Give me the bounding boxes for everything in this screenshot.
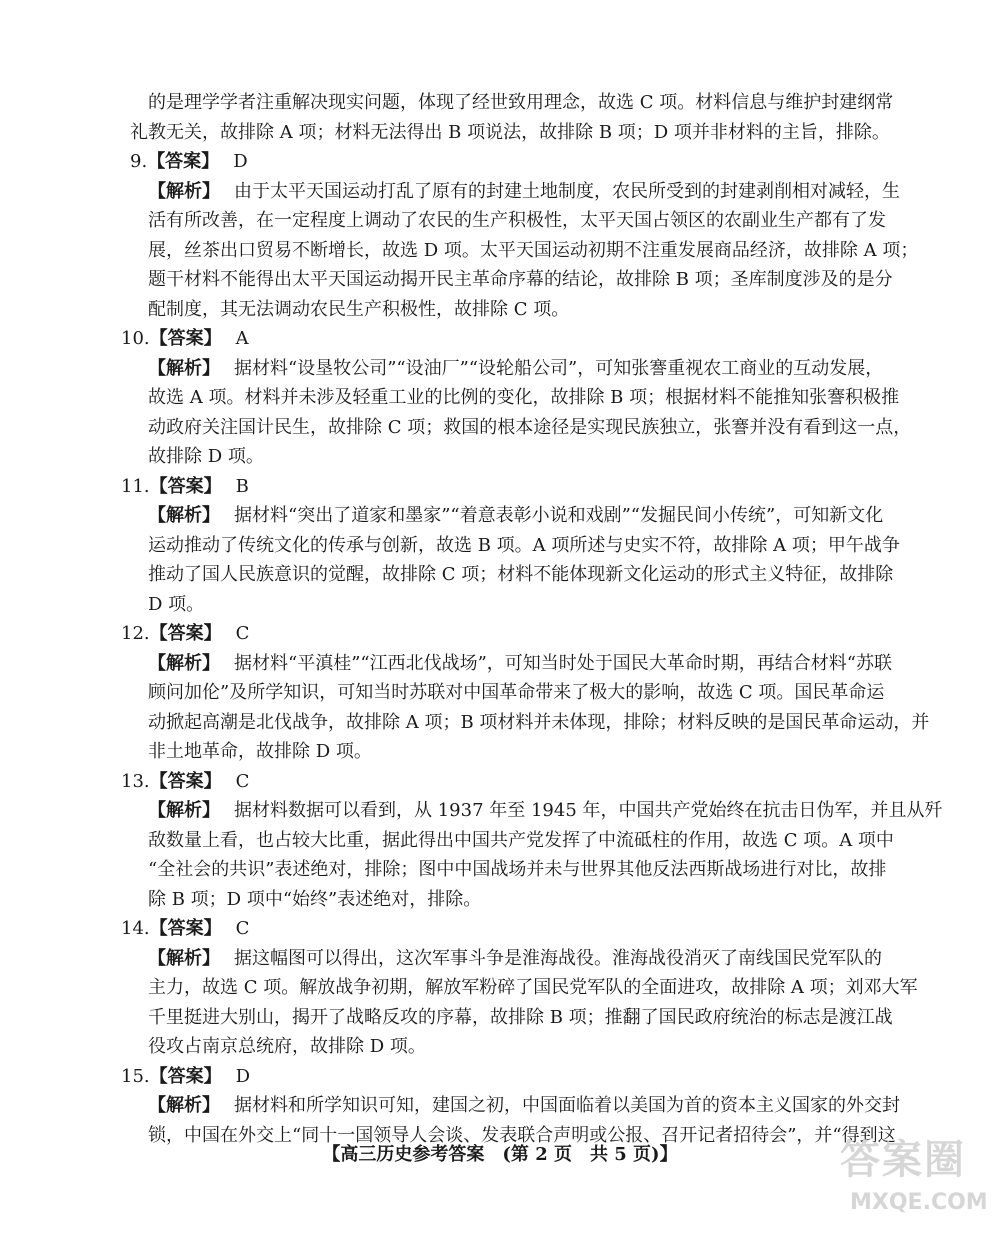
answer-line: [130, 147, 870, 177]
answer-value: D: [235, 1065, 251, 1087]
question-number: 13.: [121, 770, 150, 792]
explanation-line: 敌数量上看，也占较大比重，据此得出中国共产党发挥了中流砥柱的作用，故选 C 项。A 项中: [148, 829, 894, 851]
explanation-line: 锁，中国在外交上“同十一国领导人会谈、发表联合声明或公报、召开记者招待会”，并“得到这: [148, 1124, 896, 1146]
answer-value: C: [235, 770, 250, 792]
explanation-text: 据材料数据可以看到，从 1937 年至 1945 年，中国共产党始终在抗击日伪军，并且从歼: [234, 800, 943, 821]
explanation-text: 据材料“突出了道家和墨家”“着意表彰小说和戏剧”“发掘民间小传统”，可知新文化: [234, 505, 884, 526]
answer-label: 【答案】: [149, 1065, 222, 1087]
explanation-line: [148, 796, 943, 826]
question-block: [130, 147, 919, 324]
question-block: [121, 914, 918, 1062]
explanation-label: 【解析】: [148, 1095, 220, 1116]
answer-line: [121, 619, 870, 649]
answer-line: [121, 1062, 870, 1092]
questions-list: [121, 147, 943, 1150]
explanation-label: 【解析】: [148, 947, 220, 969]
explanation-line: 推动了国人民族意识的觉醒，故排除 C 项；材料不能体现新文化运动的形式主义特征，故排除: [148, 564, 894, 585]
explanation-line: 故选 A 项。材料并未涉及轻重工业的比例的变化，故排除 B 项；根据材料不能推知张謇积极推: [148, 387, 900, 408]
question-number: 14.: [121, 918, 150, 939]
question-number: 9.: [130, 151, 148, 172]
answer-value: C: [235, 623, 250, 644]
answer-label: 【答案】: [149, 918, 222, 939]
explanation-line: 顾问加伦”及所学知识，可知当时苏联对中国革命带来了极大的影响，故选 C 项。国民革命运: [148, 682, 885, 703]
explanation-line: 除 B 项；D 项中“始终”表述绝对，排除。: [148, 888, 482, 910]
question-block: [121, 767, 943, 915]
explanation-label: 【解析】: [148, 180, 220, 202]
answer-line: [121, 914, 870, 944]
explanation-line: [148, 501, 884, 531]
page-footer: 【高三历史参考答案 (第 2 页 共 5 页)】: [322, 1144, 678, 1165]
explanation-label: 【解析】: [148, 652, 220, 674]
explanation-line: [148, 944, 882, 974]
watermark-logo: 答案圈: [840, 1137, 966, 1183]
explanation-line: 主力，故选 C 项。解放战争初期，解放军粉碎了国民党军队的全面进攻，故排除 A 项；刘邓大军: [148, 977, 918, 998]
explanation-line: 非土地革命，故排除 D 项。: [148, 741, 372, 762]
explanation-line: “全社会的共识”表述绝对，排除；图中中国战场并未与世界其他反法西斯战场进行对比，故排: [148, 859, 887, 880]
explanation-line: [148, 177, 900, 207]
answer-value: A: [235, 328, 249, 349]
answer-content: [121, 88, 943, 1150]
explanation-line: D 项。: [148, 593, 205, 615]
intro-line: 的是理学学者注重解决现实问题，体现了经世致用理念，故选 C 项。材料信息与维护封建纲常: [148, 92, 894, 113]
answer-line: [121, 767, 870, 797]
explanation-text: 据材料“平滇桂”“江西北伐战场”，可知当时处于国民大革命时期，再结合材料“苏联: [234, 652, 893, 674]
answer-value: B: [235, 475, 249, 497]
explanation-line: 千里挺进大别山，揭开了战略反攻的序幕，故排除 B 项；推翻了国民政府统治的标志是渡江战: [148, 1006, 893, 1028]
explanation-line: 题干材料不能得出太平天国运动揭开民主革命序幕的结论，故排除 B 项；圣库制度涉及的是分: [148, 269, 893, 290]
question-number: 12.: [121, 623, 150, 644]
explanation-line: 展，丝茶出口贸易不断增长，故选 D 项。太平天国运动初期不注重发展商品经济，故排除 A 项；: [148, 239, 919, 261]
explanation-line: [148, 354, 884, 384]
intro-line: 礼教无关，故排除 A 项；材料无法得出 B 项说法，故排除 B 项；D 项并非材料的主旨，排除。: [130, 121, 890, 143]
explanation-line: 运动推动了传统文化的传承与创新，故选 B 项。A 项所述与史实不符，故排除 A 项；甲午战争: [148, 534, 900, 556]
question-number: 11.: [121, 475, 150, 497]
question-number: 10.: [121, 328, 150, 349]
explanation-text: 据材料“设垦牧公司”“设油厂”“设轮船公司”，可知张謇重视农工商业的互动发展，: [234, 357, 884, 379]
question-block: [121, 619, 930, 767]
explanation-label: 【解析】: [148, 505, 220, 526]
explanation-line: 故排除 D 项。: [148, 446, 264, 467]
explanation-line: 动掀起高潮是北伐战争，故排除 A 项；B 项材料并未体现，排除；材料反映的是国民革命运动，并: [148, 711, 930, 733]
answer-line: [121, 324, 870, 354]
explanation-line: [148, 1091, 900, 1121]
explanation-line: 活有所改善，在一定程度上调动了农民的生产积极性，太平天国占领区的农副业生产都有了发: [148, 210, 886, 231]
explanation-line: [148, 649, 893, 679]
answer-value: C: [235, 918, 250, 939]
explanation-text: 据材料和所学知识可知，建国之初，中国面临着以美国为首的资本主义国家的外交封: [234, 1095, 900, 1116]
question-block: [121, 1062, 900, 1151]
answer-label: 【答案】: [149, 475, 222, 497]
explanation-line: 役攻占南京总统府，故排除 D 项。: [148, 1036, 426, 1057]
answer-label: 【答案】: [149, 623, 222, 644]
explanation-text: 据这幅图可以得出，这次军事斗争是淮海战役。淮海战役消灭了南线国民党军队的: [234, 947, 882, 969]
explanation-label: 【解析】: [148, 800, 220, 821]
explanation-text: 由于太平天国运动打乱了原有的封建土地制度，农民所受到的封建剥削相对减轻，生: [234, 180, 900, 202]
watermark-url: MXQE.COM: [850, 1190, 988, 1215]
question-number: 15.: [121, 1065, 150, 1087]
explanation-line: 动政府关注国计民生，故排除 C 项；救国的根本途径是实现民族独立，张謇并没有看到这一点，: [148, 416, 912, 438]
explanation-label: 【解析】: [148, 357, 220, 379]
answer-label: 【答案】: [149, 328, 222, 349]
question-block: [121, 472, 900, 620]
watermark: [840, 1128, 990, 1228]
answer-label: 【答案】: [147, 151, 220, 172]
answer-value: D: [233, 151, 248, 172]
answer-line: [121, 472, 870, 502]
answer-label: 【答案】: [149, 770, 222, 792]
explanation-line: 配制度，其无法调动农民生产积极性，故排除 C 项。: [148, 298, 570, 320]
question-block: [121, 324, 912, 472]
